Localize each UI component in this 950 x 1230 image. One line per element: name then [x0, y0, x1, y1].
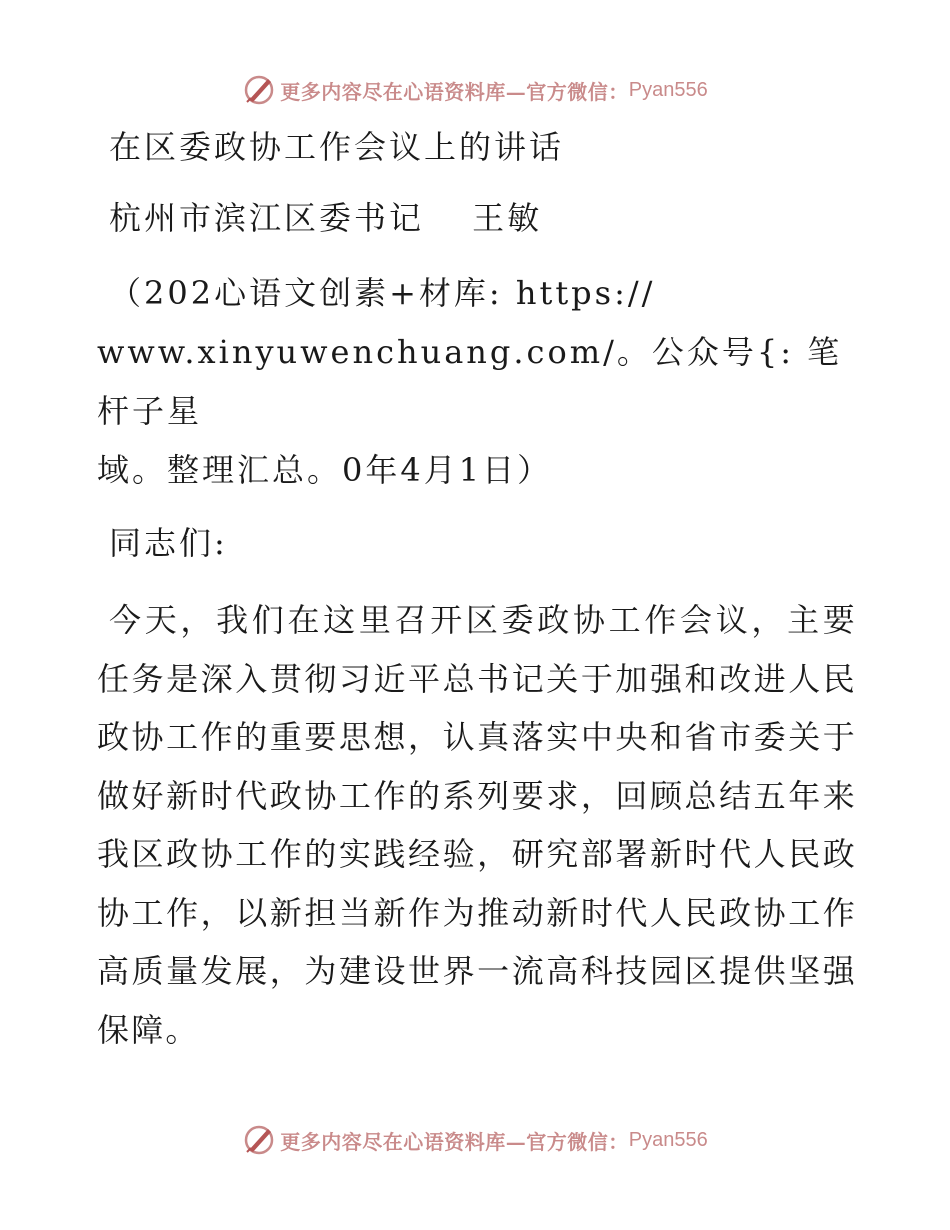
document-title: 在区委政协工作会议上的讲话 [109, 128, 565, 166]
quill-pen-circle-icon [242, 73, 276, 107]
watermark-wechat-id: Pyan556 [628, 78, 708, 101]
footer-watermark [0, 1120, 950, 1160]
watermark-text: 更多内容尽在心语资料库—官方微信： [280, 1129, 629, 1154]
header-watermark [0, 70, 950, 110]
source-line: www.xinyuwenchuang.com/。公众号{: 笔杆子星 [97, 333, 843, 430]
source-line: 域。整理汇总。0年4月1日） [97, 451, 553, 489]
salutation: 同志们: [109, 524, 228, 562]
source-line: （202心语文创素+材库: https:// [109, 274, 656, 312]
document-author: 杭州市滨江区委书记 王敏 [109, 199, 543, 237]
quill-pen-circle-icon [242, 1123, 276, 1157]
body-paragraph: 今天，我们在这里召开区委政协工作会议，主要任务是深入贯彻习近平总书记关于加强和改进人民政协工作的重要思想，认真落实中央和省市委关于做好新时代政协工作的系列要求，回顾总结五年来我区政协工作的实践经验，研究部署新时代人民政协工作，以新担当新作为推动新时代人民政协工作高质量发展，为建设世界一流高科技园区提供坚强保障。 [97, 601, 857, 1049]
watermark-wechat-id: Pyan556 [628, 1128, 708, 1151]
watermark-text: 更多内容尽在心语资料库—官方微信： [280, 79, 629, 104]
document-body [97, 118, 857, 1059]
source-note [97, 264, 857, 500]
